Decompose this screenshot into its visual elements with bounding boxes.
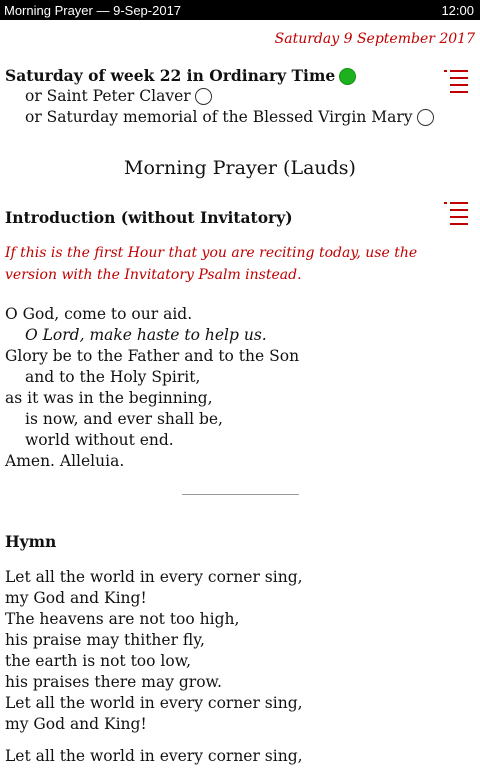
unselected-radio-icon[interactable] <box>195 88 212 105</box>
text-line: his praise may thither fly, <box>5 631 205 649</box>
text-line: The heavens are not too high, <box>5 610 240 628</box>
celebration-selector <box>5 66 445 128</box>
status-time: 12:00 <box>441 2 474 18</box>
text-line: O Lord, make haste to help us. <box>25 326 267 344</box>
text-line: as it was in the beginning, <box>5 389 213 407</box>
celebration-alt1-label: or Saint Peter Claver <box>25 87 191 105</box>
section-divider <box>182 494 299 495</box>
introduction-heading: Introduction (without Invitatory) <box>5 208 293 227</box>
hymn-stanza <box>5 746 303 767</box>
text-line: my God and King! <box>5 589 147 607</box>
hour-title: Morning Prayer (Lauds) <box>124 157 356 179</box>
introduction-rubric: If this is the first Hour that you are reciting today, use the version with the Invitatory Psalm instead. <box>5 245 418 283</box>
celebration-option-alt2[interactable] <box>5 107 445 128</box>
status-title: Morning Prayer — 9-Sep-2017 <box>4 2 182 18</box>
text-line: Let all the world in every corner sing, <box>5 568 303 586</box>
text-line: and to the Holy Spirit, <box>25 368 201 386</box>
text-line: is now, and ever shall be, <box>25 410 223 428</box>
date-label: Saturday 9 September 2017 <box>274 31 475 47</box>
text-line: his praises there may grow. <box>5 673 222 691</box>
text-line: O God, come to our aid. <box>5 305 193 323</box>
text-line: world without end. <box>25 431 174 449</box>
celebration-option-alt1[interactable] <box>5 86 445 107</box>
celebration-primary-label: Saturday of week 22 in Ordinary Time <box>5 66 336 85</box>
text-line: Amen. Alleluia. <box>5 452 125 470</box>
selected-radio-icon[interactable] <box>339 68 356 85</box>
list-menu-icon[interactable] <box>444 70 470 92</box>
text-line: Let all the world in every corner sing, <box>5 747 303 765</box>
hymn-stanza <box>5 567 303 735</box>
introduction-text <box>5 304 299 472</box>
text-line: my God and King! <box>5 715 147 733</box>
text-line: Glory be to the Father and to the Son <box>5 347 300 365</box>
text-line: the earth is not too low, <box>5 652 192 670</box>
text-line: Let all the world in every corner sing, <box>5 694 303 712</box>
unselected-radio-icon[interactable] <box>417 109 434 126</box>
celebration-alt2-label: or Saturday memorial of the Blessed Virgin Mary <box>25 108 413 126</box>
list-menu-icon[interactable] <box>444 202 470 224</box>
status-bar <box>0 0 480 20</box>
celebration-option-primary[interactable] <box>5 66 445 86</box>
hymn-heading: Hymn <box>5 532 57 551</box>
